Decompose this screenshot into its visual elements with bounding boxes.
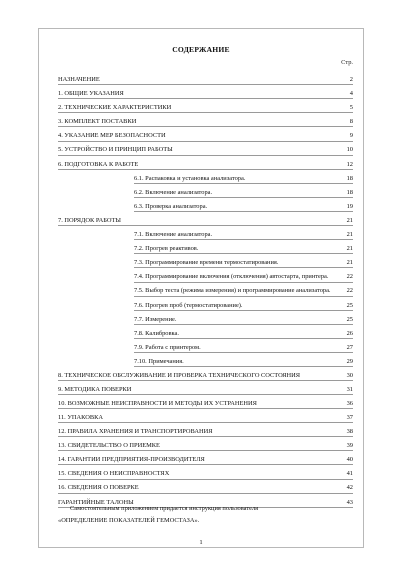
toc-entry-title: 3. КОМПЛЕКТ ПОСТАВКИ <box>58 118 137 126</box>
toc-subentry <box>134 330 353 339</box>
toc-entry <box>58 484 353 493</box>
toc-entry-page: 37 <box>346 413 353 421</box>
toc-entry-page: 12 <box>346 160 353 168</box>
toc-entry-title: 7. ПОРЯДОК РАБОТЫ <box>58 216 121 224</box>
toc-entry-title: ГАРАНТИЙНЫЕ ТАЛОНЫ <box>58 498 134 506</box>
toc-entry-title: 6. ПОДГОТОВКА К РАБОТЕ <box>58 160 139 168</box>
toc-entry-title: 12. ПРАВИЛА ХРАНЕНИЯ И ТРАНСПОРТИРОВАНИЯ <box>58 428 213 436</box>
toc-entry-page: 10 <box>346 146 353 154</box>
toc-entry-title: 8. ТЕХНИЧЕСКОЕ ОБСЛУЖИВАНИЕ И ПРОВЕРКА ТЕХНИЧЕСКОГО СОСТОЯНИЯ <box>58 371 300 379</box>
toc-entry-title: 6.1. Распаковка и установка анализатора. <box>134 174 246 182</box>
toc-entry <box>58 104 353 113</box>
appendix-note <box>58 503 353 527</box>
toc-entry-page: 18 <box>346 174 353 182</box>
toc-entry-title: 6.2. Включение анализатора. <box>134 188 213 196</box>
toc-subentry <box>134 344 353 353</box>
toc-entry-title: 15. СВЕДЕНИЯ О НЕИСПРАВНОСТЯХ <box>58 470 170 478</box>
toc-entry-page: 19 <box>346 202 353 210</box>
toc-entry <box>58 90 353 99</box>
appendix-note-line: «ОПРЕДЕЛЕНИЕ ПОКАЗАТЕЛЕЙ ГЕМОСТАЗА». <box>58 517 200 524</box>
appendix-note-line: Самостоятельным приложением придается инструкция пользователя <box>70 505 259 512</box>
table-of-contents <box>58 76 353 513</box>
toc-entry-page: 43 <box>346 498 353 506</box>
document-page <box>38 28 364 548</box>
toc-entry-title: 14. ГАРАНТИИ ПРЕДПРИЯТИЯ-ПРОИЗВОДИТЕЛЯ <box>58 456 205 464</box>
toc-entry <box>58 470 353 479</box>
toc-entry-title: 7.5. Выбор теста (режима измерения) и программирование анализатора. <box>134 287 331 295</box>
toc-entry-title: 11. УПАКОВКА <box>58 413 103 421</box>
toc-entry-page: 39 <box>346 442 353 450</box>
toc-subentry <box>134 316 353 325</box>
toc-entry-page: 42 <box>346 484 353 492</box>
toc-entry <box>58 146 353 155</box>
toc-entry-page: 21 <box>346 245 353 253</box>
toc-entry <box>58 428 353 437</box>
toc-subentry <box>134 302 353 311</box>
toc-entry-title: 10. ВОЗМОЖНЫЕ НЕИСПРАВНОСТИ И МЕТОДЫ ИХ УСТРАНЕНИЯ <box>58 399 257 407</box>
toc-entry-title: 7.8. Калибровка. <box>134 329 179 337</box>
toc-subentry <box>134 273 353 282</box>
toc-subentry <box>134 189 353 198</box>
toc-subentry <box>134 259 353 268</box>
toc-entry-page: 25 <box>346 315 353 323</box>
toc-entry <box>58 400 353 409</box>
toc-entry-page: 36 <box>346 399 353 407</box>
page-title: СОДЕРЖАНИЕ <box>172 45 230 54</box>
toc-entry-page: 27 <box>346 343 353 351</box>
toc-entry-title: 7.9. Работа с принтером. <box>134 343 201 351</box>
toc-entry-title: 7.1. Включение анализатора. <box>134 231 213 239</box>
toc-entry <box>58 217 353 226</box>
toc-entry-page: 40 <box>346 456 353 464</box>
toc-entry-page: 26 <box>346 329 353 337</box>
toc-entry <box>58 118 353 127</box>
page-number: 1 <box>199 539 203 546</box>
toc-entry-title: 16. СВЕДЕНИЯ О ПОВЕРКЕ <box>58 484 139 492</box>
toc-entry-title: 7.10. Примечания. <box>134 357 184 365</box>
toc-entry-page: 21 <box>346 216 353 224</box>
toc-entry-page: 29 <box>346 357 353 365</box>
toc-entry-page: 5 <box>349 104 353 112</box>
toc-entry-page: 4 <box>349 90 353 98</box>
toc-entry-page: 21 <box>346 259 353 267</box>
toc-entry-title: 6.3. Проверка анализатора. <box>134 202 208 210</box>
toc-subentry <box>134 358 353 367</box>
toc-entry-page: 21 <box>346 231 353 239</box>
toc-entry-page: 22 <box>346 273 353 281</box>
toc-subentry <box>134 175 353 184</box>
toc-entry-title: 1. ОБЩИЕ УКАЗАНИЯ <box>58 90 124 98</box>
toc-entry-page: 22 <box>346 287 353 295</box>
toc-entry-title: 7.3. Программирование времени термостатирования. <box>134 259 279 267</box>
toc-entry <box>58 386 353 395</box>
toc-entry-title: 5. УСТРОЙСТВО И ПРИНЦИП РАБОТЫ <box>58 146 173 154</box>
toc-entry-page: 25 <box>346 301 353 309</box>
toc-subentry <box>134 231 353 240</box>
toc-entry-title: 7.4. Программирование включения (отключения) автостарта, принтера. <box>134 273 329 281</box>
toc-entry-page: 9 <box>349 132 353 140</box>
toc-entry-page: 30 <box>346 371 353 379</box>
toc-subentry <box>134 287 353 296</box>
toc-entry-page: 38 <box>346 428 353 436</box>
toc-entry-title: 13. СВИДЕТЕЛЬСТВО О ПРИЕМКЕ <box>58 442 160 450</box>
toc-subentry <box>134 245 353 254</box>
toc-entry <box>58 132 353 141</box>
toc-entry <box>58 161 353 170</box>
toc-entry <box>58 442 353 451</box>
toc-subentry <box>134 203 353 212</box>
toc-entry-title: 7.7. Измерение. <box>134 315 177 323</box>
toc-entry-title: 7.6. Прогрев проб (термостатирование). <box>134 301 243 309</box>
toc-entry-title: НАЗНАЧЕНИЕ <box>58 76 100 83</box>
page-column-header: Стр. <box>341 59 353 66</box>
toc-entry <box>58 76 353 85</box>
toc-entry-title: 4. УКАЗАНИЕ МЕР БЕЗОПАСНОСТИ <box>58 132 166 140</box>
toc-entry <box>58 456 353 465</box>
toc-entry-title: 9. МЕТОДИКА ПОВЕРКИ <box>58 385 132 393</box>
toc-entry <box>58 372 353 381</box>
toc-entry-title: 7.2. Прогрев реактивов. <box>134 245 199 253</box>
toc-entry <box>58 414 353 423</box>
toc-entry-page: 18 <box>346 188 353 196</box>
toc-entry-page: 31 <box>346 385 353 393</box>
toc-entry-title: 2. ТЕХНИЧЕСКИЕ ХАРАКТЕРИСТИКИ <box>58 104 172 112</box>
toc-entry-page: 8 <box>349 118 353 126</box>
toc-entry-page: 2 <box>349 76 353 83</box>
toc-entry-page: 41 <box>346 470 353 478</box>
